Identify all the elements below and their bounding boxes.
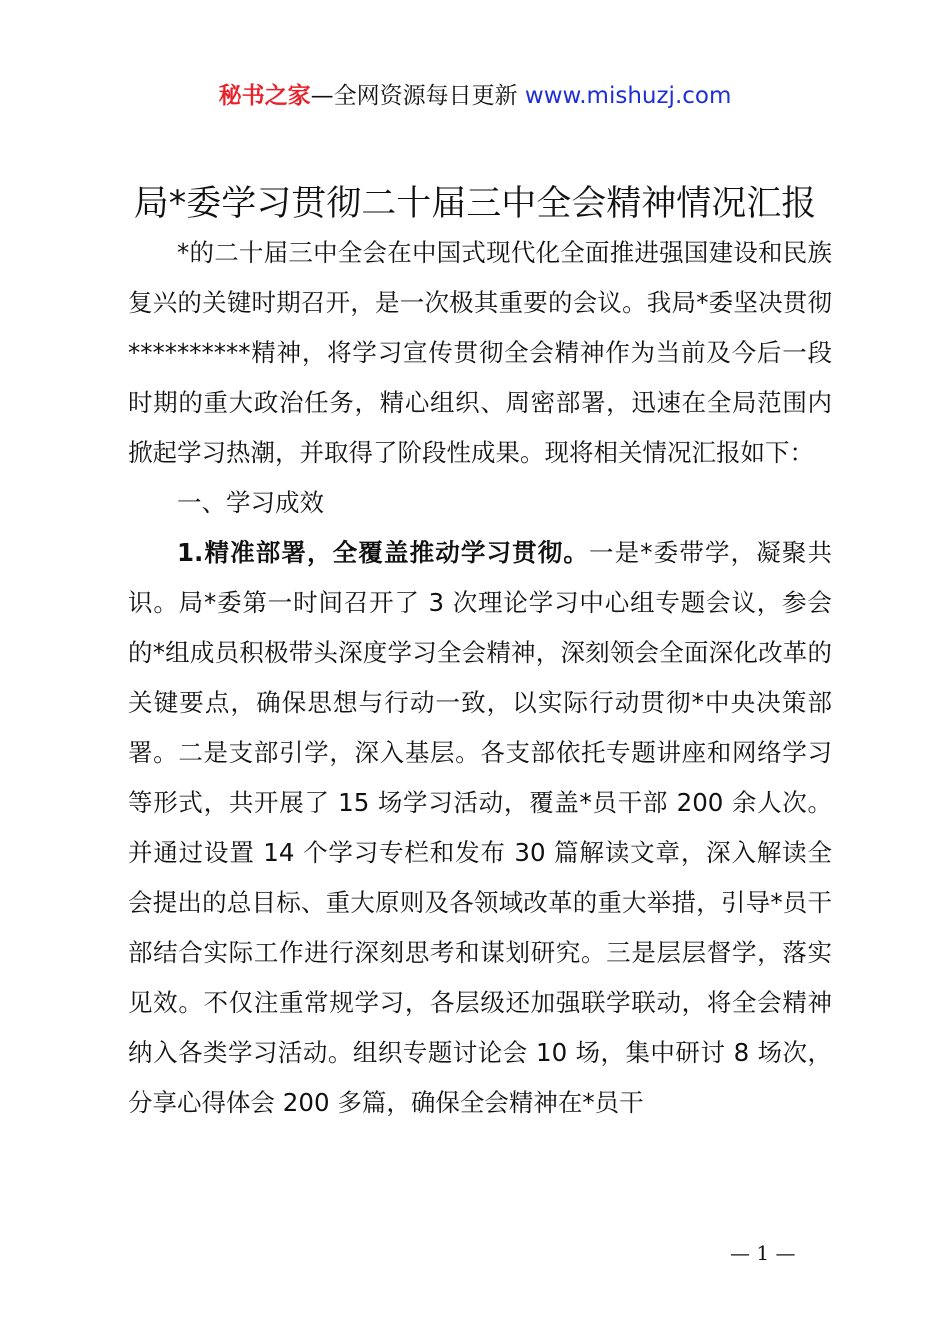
section-heading: 一、学习成效	[177, 488, 324, 517]
subsection-text: 一是*委带学，凝聚共识。局*委第一时间召开了 3 次理论学习中心组专题会议，参会的*组成员积极带头深度学习全会精神，深刻领会全面深化改革的关键要点，确保思想与行动一致，以实际行动贯彻*中央决策部署。二是支部引学，深入基层。各支部依托专题讲座和网络学习等形式，共开展了 15 场学习活动，覆盖*员干部 200 余人次。并通过设置 14 个学习专栏和发布 30 篇解读文章，深入解读全会提出的总目标、重大原则及各领域改革的重大举措，引导*员干部结合实际工作进行深刻思考和谋划研究。三是层层督学，落实见效。不仅注重常规学习，各层级还加强联学联动，将全会精神纳入各类学习活动。组织专题讨论会 10 场，集中研讨 8 场次，分享心得体会 200 多篇，确保全会精神在*员干	[128, 538, 833, 1117]
document-title: 局*委学习贯彻二十届三中全会精神情况汇报	[133, 184, 817, 224]
site-url-link[interactable]: www.mishuzj.com	[524, 83, 732, 109]
site-slogan: —全网资源每日更新	[310, 83, 525, 109]
site-header	[0, 80, 950, 112]
site-brand: 秘书之家	[218, 83, 311, 109]
subsection-lead: 1.精准部署，全覆盖推动学习贯彻。	[177, 538, 590, 567]
document-body	[128, 228, 832, 1128]
subsection-paragraph	[128, 528, 832, 1128]
page-number: — 1 —	[730, 1241, 796, 1265]
intro-paragraph: *的二十届三中全会在中国式现代化全面推进强国建设和民族复兴的关键时期召开，是一次极其重要的会议。我局*委坚决贯彻**********精神，将学习宣传贯彻全会精神作为当前及今后一段时期的重大政治任务，精心组织、周密部署，迅速在全局范围内掀起学习热潮，并取得了阶段性成果。现将相关情况汇报如下：	[128, 238, 832, 467]
